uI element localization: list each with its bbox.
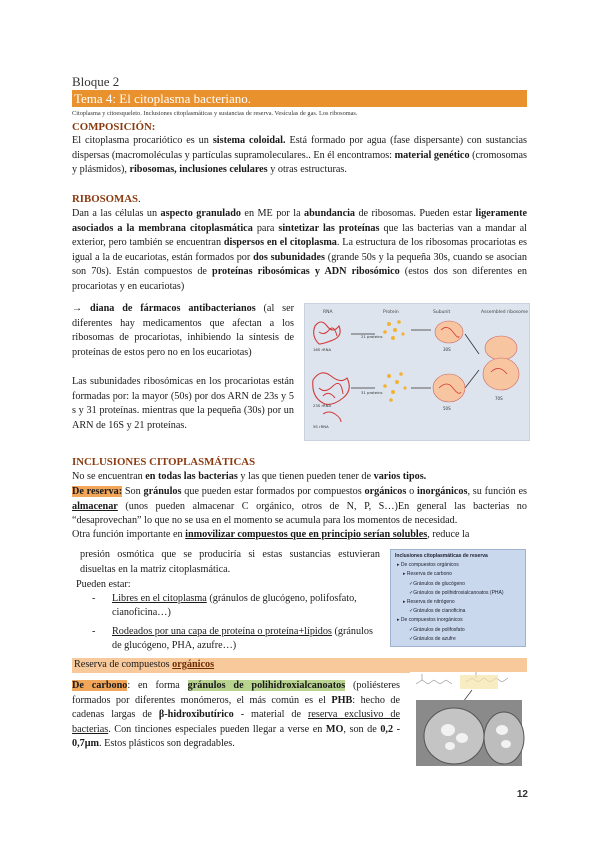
tema-title: Tema 4: El citoplasma bacteriano. — [74, 91, 252, 106]
fig-label-30s: 30S — [443, 347, 451, 352]
text-bold: dos subunidades — [253, 251, 325, 263]
phb-formula-highlight — [460, 675, 498, 689]
text-bold: inorgánicos — [417, 486, 468, 497]
list-item-text — [112, 592, 382, 619]
text-run: Otra función importante en — [72, 529, 186, 540]
text-bold: material genético — [394, 149, 470, 161]
text-bold: ligeramente asociados a la membrana citoplasmática — [72, 208, 527, 234]
text-bold: gránulos de polihidroxialcanoatos — [187, 680, 346, 691]
list-item — [92, 625, 382, 652]
subunidades-paragraph: Las subunidades ribosómicas en los procariotas están formadas por: la mayor (50s) por dos ARN de 23s y 5 s y 31 proteínas. mientras que la pequeña (30s) por un ARN de 16S y 21 proteínas. — [72, 376, 294, 431]
text-bold: proteínas ribosómicas y ADN ribosómico — [212, 266, 400, 278]
box-line-text: Gránulos de azufre — [413, 635, 456, 642]
reserva-inclusions-box — [390, 549, 526, 647]
ribosome-assembly-figure — [304, 303, 530, 441]
text-bold: sistema coloidal. — [212, 135, 286, 146]
text-bold: β-hidroxibutírico — [158, 709, 234, 721]
text-run: Está formado por agua (fase dispersante) con sustancias dispersas (macromoléculas y partículas supramoleculares.. En él encontramos: — [72, 135, 527, 161]
presion-paragraph: presión osmótica que se produciría si estas sustancias estuvieran disueltas en la matriz citoplasmática. — [80, 549, 380, 575]
carbono-label: De carbono — [72, 680, 128, 691]
box-line-text: Gránulos de cianoficina — [413, 608, 466, 615]
fig-col-rna: RNA — [323, 310, 333, 315]
text-run: (poliésteres formados por diferentes monómeros, el más común es el — [72, 680, 400, 706]
fig-label-16s: 16S rRNA — [313, 347, 332, 352]
fig-col-subunit: Subunit — [433, 310, 451, 315]
text-run: , su función es — [467, 486, 527, 497]
funcion-paragraph — [72, 528, 527, 543]
text-bold: abundancia — [304, 208, 356, 219]
ribosomas-paragraph — [72, 207, 527, 295]
box-line-polifosfato: ✓Gránulos de polifosfato — [409, 626, 465, 633]
text-run: que pueden estar formados por compuestos — [181, 486, 365, 497]
text-run: y otras estructuras. — [267, 164, 347, 176]
text-bold: sintetizar las proteínas — [278, 222, 380, 234]
text-bold: diana de fármacos antibacterianos — [90, 303, 256, 314]
fig-label-21-proteins: 21 proteins — [361, 334, 383, 339]
fig-col-protein: Protein — [383, 310, 399, 315]
list-bullet: - — [92, 626, 96, 637]
text-run: en ME por la — [240, 208, 305, 219]
text-run: , reduce la — [427, 529, 470, 540]
text-run: (cromosomas y plásmidos), — [72, 149, 527, 176]
text-bold: en todas las bacterias — [145, 471, 238, 482]
text-run: Son — [122, 486, 144, 497]
box-line-carbono: ▸ Reserva de carbono — [403, 571, 452, 578]
text-run: . La estructura de los ribosomas procariotas es igual a la de eucariotas, están formados por — [72, 237, 527, 263]
text-bold: ribosomas, inclusiones celulares — [129, 164, 268, 176]
text-run: Reserva de compuestos — [74, 659, 173, 670]
box-title: Inclusiones citoplasmáticas de reserva — [395, 553, 488, 559]
text-bold: dispersos en el citoplasma — [223, 237, 337, 249]
text-run: Dan a las células un — [72, 208, 161, 219]
text-run: (grande 50s y la pequeña 30s, cuando se asocian son 70s). Están compuestos de — [72, 251, 527, 278]
text-run: o — [406, 486, 418, 497]
bloque-label: Bloque 2 — [72, 74, 120, 89]
text-run: (estos dos son diferentes en procariotas y en eucariotas) — [72, 266, 527, 292]
text-bold: MO — [325, 723, 344, 735]
fig-col-assembled: Assembled ribosome — [481, 310, 529, 315]
text-run: (al ser diferentes hay medicamentos que afectan a los ribosomas de procariotas, inhibiendo la síntesis de proteínas de estos pero no en los eucariotas) — [72, 303, 295, 358]
box-line-cianoficina: ✓Gránulos de cianoficina — [409, 608, 466, 615]
inclusiones-intro — [72, 470, 527, 485]
list-item-rest: (gránulos de glucógeno, PHA, azufre…) — [112, 626, 373, 651]
box-line-text: Gránulos de polihidroxialcanoatos (PHA) — [413, 589, 504, 596]
box-line-text: De compuestos orgánicos — [400, 562, 459, 569]
text-bold: aspecto granulado — [160, 208, 241, 219]
text-run: de ribosomas. Pueden estar — [355, 208, 476, 219]
ribosomas-heading — [72, 193, 141, 205]
list-item-label: Rodeados por una capa de proteína o proteína+lípidos — [112, 626, 332, 637]
arrow-text: → — [72, 303, 91, 314]
box-line-nitrogeno: ▸ Reserva de nitrógeno — [403, 599, 455, 606]
fig-label-31-proteins: 31 proteins — [361, 390, 383, 395]
text-run: El citoplasma procariótico es un — [72, 135, 213, 146]
text-run: - material de — [233, 709, 308, 721]
pueden-label: Pueden estar: — [76, 579, 131, 590]
fig-label-70s: 70S — [495, 396, 503, 401]
text-run: No se encuentran — [72, 471, 146, 482]
composicion-heading: COMPOSICIÓN: — [72, 121, 156, 133]
organicos-heading — [72, 658, 527, 673]
list-bullet: - — [92, 593, 96, 604]
text-run: : en forma — [127, 680, 188, 691]
box-line-azufre: ✓Gránulos de azufre — [409, 635, 456, 642]
box-line-glucogeno: ✓Gránulos de glucógeno — [409, 580, 465, 587]
phb-figure-svg — [410, 672, 528, 768]
list-item-rest: (gránulos de glucógeno, polifosfato, cianoficina…) — [112, 593, 357, 618]
list-item-text — [112, 625, 382, 652]
text-run: para — [252, 222, 279, 234]
fig-label-5s: 5S rRNA — [313, 424, 329, 429]
ribosomas-heading-text: RIBOSOMAS — [72, 193, 138, 205]
box-line-text: Reserva de carbono — [406, 571, 452, 578]
fig-label-50s: 50S — [443, 406, 451, 411]
text-bold: orgánicos — [172, 659, 215, 670]
text-run: y las que tienen pueden tener de — [237, 471, 374, 482]
text-run: (unos pueden almacenar C orgánico, otros de N, P, S…)En general las bacterias no “desaprovechan” lo que no se usa en el momento se acumula para los momentos de necesidad. — [72, 500, 527, 527]
list-item — [92, 592, 382, 619]
box-line-inorganicos: ▸ De compuestos inorgánicos — [397, 617, 463, 624]
text-run: : hecho de cadenas largas de — [72, 694, 400, 721]
text-bold: 0,2 - 0,7μm — [72, 723, 400, 750]
text-bold: orgánicos — [364, 486, 407, 497]
bacterial-cell-1 — [424, 708, 484, 764]
text-bold: almacenar — [72, 500, 118, 512]
diana-paragraph — [72, 302, 294, 360]
reserva-label: De reserva: — [72, 486, 123, 497]
box-line-text: De compuestos inorgánicos — [400, 617, 463, 624]
fig-subunit-50s — [433, 374, 465, 402]
text-bold: varios tipos. — [373, 471, 427, 482]
ribosome-figure-svg — [305, 304, 529, 440]
box-line-text: Reserva de nitrógeno — [406, 599, 455, 606]
text-bold: inmovilizar compuestos que en principio serían solubles — [185, 529, 428, 540]
fig-subunit-30s — [435, 321, 463, 343]
fig-label-23s: 23S rRNA — [313, 403, 332, 408]
text-bold: gránulos — [143, 486, 182, 497]
box-line-pha: ✓Gránulos de polihidroxialcanoatos (PHA) — [409, 589, 504, 596]
box-line-text: Gránulos de glucógeno — [413, 580, 465, 587]
text-bold: PHB — [331, 694, 353, 706]
ribosomas-heading-dot: . — [138, 193, 141, 205]
phb-figure — [410, 672, 528, 768]
reserva-paragraph — [72, 485, 527, 529]
carbono-paragraph — [72, 679, 400, 752]
box-line-organicos: ▸ De compuestos orgánicos — [397, 562, 459, 569]
text-run: . Estos plásticos son degradables. — [99, 738, 235, 750]
bacterial-cell-2 — [484, 712, 524, 764]
inclusiones-heading: INCLUSIONES CITOPLASMÁTICAS — [72, 456, 256, 468]
text-underline: reserva exclusivo de bacterias — [72, 709, 400, 735]
box-line-text: Gránulos de polifosfato — [413, 626, 465, 633]
text-run: . Con tinciones especiales pueden llegar a verse en — [108, 723, 326, 735]
text-run: que las bacterias van a mandar al exterior, pero también se encuentran — [72, 222, 527, 249]
tema-subtitle: Citoplasma y citoesqueleto. Inclusiones citoplasmáticas y sustancias de reserva. Vesículas de gas. Los ribosomas. — [72, 110, 358, 117]
text-run: , son de — [343, 723, 381, 735]
page-number: 12 — [516, 789, 528, 800]
composicion-paragraph — [72, 134, 527, 178]
fig-ribosome-70s — [483, 336, 519, 390]
list-item-label: Libres en el citoplasma — [112, 593, 207, 604]
